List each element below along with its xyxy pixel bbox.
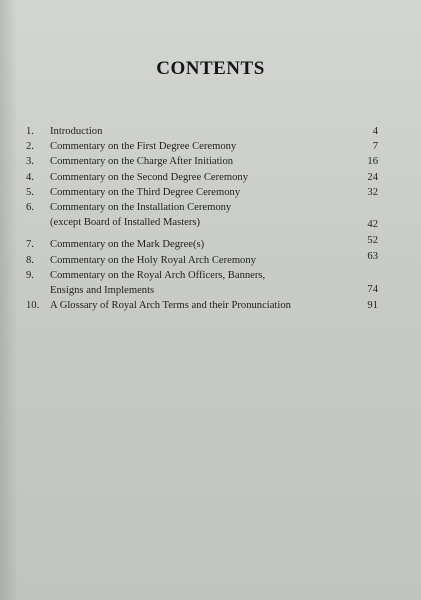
table-of-contents — [26, 124, 378, 313]
entry-page-number: 42 — [367, 219, 378, 231]
entry-title — [50, 170, 336, 185]
entry-title-line: Commentary on the Royal Arch Officers, Banners, — [50, 269, 266, 281]
entry-title — [50, 185, 336, 200]
entry-title — [50, 268, 336, 298]
entry-title-line: Ensigns and Implements — [50, 285, 155, 297]
entry-title-line: A Glossary of Royal Arch Terms and their Pronunciation — [50, 300, 291, 312]
entry-title — [50, 298, 336, 313]
entry-page-number: 24 — [367, 171, 378, 183]
entry-number: 4. — [26, 171, 34, 183]
toc-entry-2 — [26, 139, 378, 154]
toc-entry-7 — [26, 237, 378, 252]
toc-entry-3 — [26, 154, 378, 169]
entry-number: 2. — [26, 141, 34, 153]
toc-entry-6 — [26, 200, 378, 237]
entry-number: 5. — [26, 186, 34, 198]
entry-title-line: Commentary on the Holy Royal Arch Ceremony — [50, 254, 256, 266]
entry-number: 8. — [26, 254, 34, 266]
entry-title-line: Commentary on the Mark Degree(s) — [50, 239, 205, 251]
entry-page-number: 63 — [367, 250, 378, 262]
toc-entry-10 — [26, 298, 378, 313]
entry-title — [50, 154, 336, 169]
toc-entry-5 — [26, 185, 378, 200]
entry-title — [50, 124, 336, 139]
entry-page-number: 91 — [367, 300, 378, 312]
toc-entry-8 — [26, 250, 378, 268]
entry-number: 9. — [26, 269, 34, 281]
entry-title-line: (except Board of Installed Masters) — [50, 217, 201, 229]
entry-number: 10. — [26, 300, 40, 312]
entry-number: 1. — [26, 126, 34, 137]
toc-entry-9 — [26, 268, 378, 298]
entry-title — [50, 253, 336, 268]
entry-number: 7. — [26, 239, 34, 251]
entry-title-line: Commentary on the First Degree Ceremony — [50, 141, 237, 153]
entry-title — [50, 139, 336, 154]
entry-title — [50, 237, 336, 252]
entry-title-line: Introduction — [50, 126, 103, 137]
entry-page-number: 7 — [372, 141, 378, 153]
entry-page-number: 32 — [367, 186, 378, 198]
entry-page-number: 4 — [372, 126, 378, 137]
toc-entry-4 — [26, 170, 378, 185]
entry-title-line: Commentary on the Charge After Initiation — [50, 156, 234, 168]
toc-entry-1 — [26, 124, 378, 139]
entry-page-number: 74 — [367, 283, 378, 295]
entry-title-line: Commentary on the Installation Ceremony — [50, 202, 232, 214]
entry-title-line: Commentary on the Third Degree Ceremony — [50, 186, 241, 198]
entry-title — [50, 200, 336, 230]
entry-page-number: 16 — [367, 156, 378, 168]
page-edge-shadow — [0, 0, 18, 600]
entry-title-line: Commentary on the Second Degree Ceremony — [50, 171, 248, 183]
entry-number: 3. — [26, 156, 34, 168]
entry-number: 6. — [26, 202, 34, 214]
page-title: CONTENTS — [156, 58, 265, 79]
entry-page-number: 52 — [367, 235, 378, 247]
